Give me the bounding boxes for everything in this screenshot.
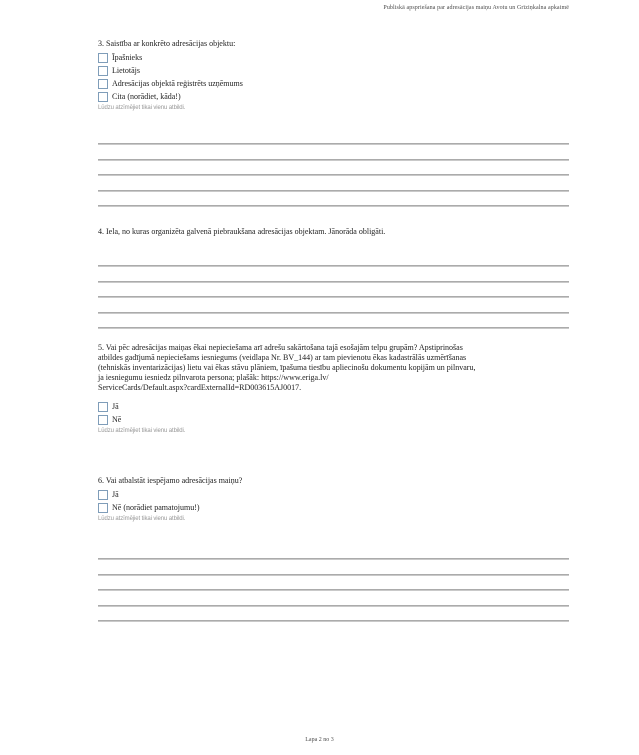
answer-line — [98, 281, 569, 283]
checkbox-icon[interactable] — [98, 66, 108, 76]
option-label: Lietotājs — [112, 66, 140, 75]
question-3 — [98, 39, 569, 111]
page-number: Lapa 2 no 3 — [305, 737, 334, 743]
option-label: Nē — [112, 415, 122, 424]
option-ne[interactable] — [98, 413, 569, 426]
checkbox-icon[interactable] — [98, 79, 108, 89]
answer-line — [98, 327, 569, 329]
option-label: Jā — [112, 490, 119, 499]
answer-line — [98, 558, 569, 560]
option-label: Jā — [112, 402, 119, 411]
checkbox-icon[interactable] — [98, 92, 108, 102]
answer-line — [98, 265, 569, 267]
answer-lines-q4 — [98, 265, 569, 343]
question-3-title: 3. Saistība ar konkrēto adresācijas objektu: — [98, 39, 236, 48]
answer-line — [98, 620, 569, 622]
option-ne-pamatojums[interactable] — [98, 501, 569, 514]
option-ja[interactable] — [98, 400, 569, 413]
question-5-text — [98, 343, 569, 393]
option-label: Cita (norādiet, kāda!) — [112, 92, 181, 101]
checkbox-icon[interactable] — [98, 53, 108, 63]
question-6 — [98, 476, 569, 522]
checkbox-icon[interactable] — [98, 490, 108, 500]
question-3-options — [98, 51, 569, 103]
question-5 — [98, 343, 569, 434]
option-label: Īpašnieks — [112, 53, 143, 62]
question-6-title: 6. Vai atbalstāt iespējamo adresācijas maiņu? — [98, 476, 243, 485]
page-header-title: Publiskā apspriešana par adresācijas maiņu Avotu un Grīziņkalna apkaimē — [383, 5, 569, 11]
answer-lines-q6 — [98, 558, 569, 636]
single-answer-hint: Lūdzu atzīmējiet tikai vienu atbildi. — [98, 105, 186, 111]
question-5-text-line: ja iesniegumu iesniedz pilnvarota persona; plašāk: https://www.eriga.lv/ — [98, 373, 329, 382]
option-registrets-uznemums[interactable] — [98, 77, 569, 90]
question-6-options — [98, 488, 569, 514]
answer-line — [98, 143, 569, 145]
answer-line — [98, 589, 569, 591]
checkbox-icon[interactable] — [98, 415, 108, 425]
answer-line — [98, 296, 569, 298]
answer-line — [98, 605, 569, 607]
answer-line — [98, 312, 569, 314]
answer-line — [98, 174, 569, 176]
question-5-text-line: ServiceCards/Default.aspx?cardExternalId=RD003615AJ0017. — [98, 383, 302, 392]
option-lietotajs[interactable] — [98, 64, 569, 77]
answer-lines-q3 — [98, 143, 569, 221]
question-5-text-line: atbildes gadījumā nepieciešams iesniegums (veidlapa Nr. BV_144) ar tam pievienotu ēkas kadastrālās uzmērīšanas — [98, 353, 467, 362]
answer-line — [98, 190, 569, 192]
option-label: Adresācijas objektā reģistrēts uzņēmums — [112, 79, 243, 88]
single-answer-hint: Lūdzu atzīmējiet tikai vienu atbildi. — [98, 428, 186, 434]
answer-line — [98, 159, 569, 161]
option-ipasnieks[interactable] — [98, 51, 569, 64]
answer-line — [98, 205, 569, 207]
single-answer-hint: Lūdzu atzīmējiet tikai vienu atbildi. — [98, 516, 186, 522]
option-cita[interactable] — [98, 90, 569, 103]
question-4-title: 4. Iela, no kuras organizēta galvenā piebraukšana adresācijas objektam. Jānorāda obligāti. — [98, 227, 386, 236]
question-5-text-line: (tehniskās inventarizācijas) lietu vai ēkas stāvu plāniem, īpašuma tiesību apliecinošu dokumentu kopijām un pilnvaru, — [98, 363, 476, 372]
question-5-options — [98, 400, 569, 426]
checkbox-icon[interactable] — [98, 402, 108, 412]
question-4 — [98, 227, 569, 237]
answer-line — [98, 574, 569, 576]
option-label: Nē (norādiet pamatojumu!) — [112, 503, 200, 512]
question-5-text-line: 5. Vai pēc adresācijas maiņas ēkai nepieciešama arī adrešu sakārtošana tajā esošajām telpu grupām? Apstiprinošas — [98, 343, 463, 352]
option-ja[interactable] — [98, 488, 569, 501]
checkbox-icon[interactable] — [98, 503, 108, 513]
